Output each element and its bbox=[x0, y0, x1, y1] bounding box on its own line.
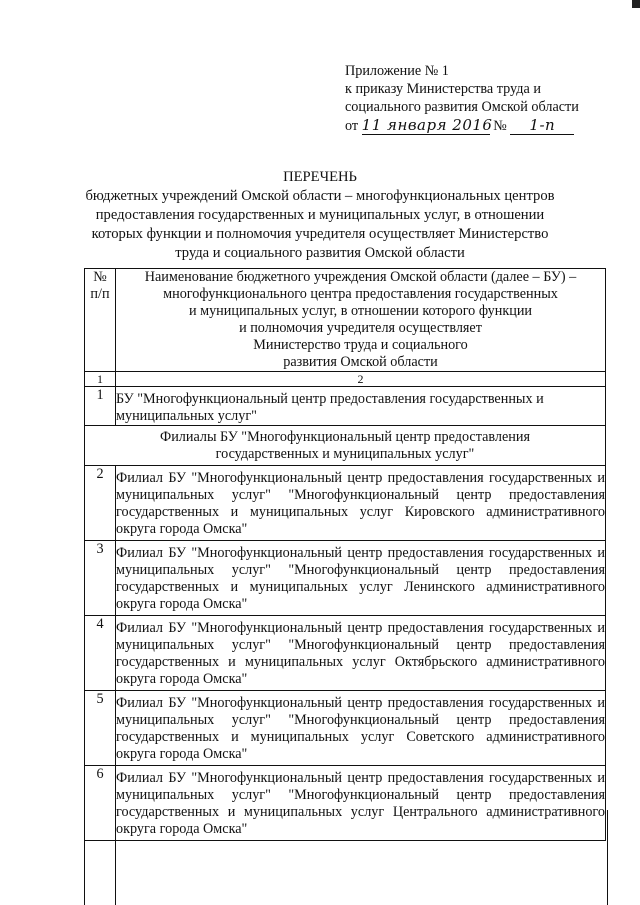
row-text: Филиал БУ "Многофункциональный центр предоставления государственных и муниципальных услуг" "Многофункциональный центр предоставления государственных и муниципальных услуг Ленинского административного округа города Омска" bbox=[116, 541, 606, 616]
table-row bbox=[85, 387, 606, 426]
scan-corner-mark bbox=[632, 0, 640, 8]
colnum-2: 2 bbox=[116, 372, 606, 387]
header-name-line: и полномочия учредителя осуществляет bbox=[239, 320, 482, 336]
order-date-line bbox=[345, 116, 635, 135]
row-text: Филиал БУ "Многофункциональный центр предоставления государственных и муниципальных услуг" "Многофункциональный центр предоставления государственных и муниципальных услуг Октябрьского административного округа города Омска" bbox=[116, 616, 606, 691]
colnum-1: 1 bbox=[85, 372, 116, 387]
table-header-row bbox=[85, 269, 606, 372]
column-numbers-row bbox=[85, 372, 606, 387]
appendix-line-3: социального развития Омской области bbox=[345, 99, 579, 115]
table-row bbox=[85, 541, 606, 616]
row-number: 1 bbox=[85, 387, 116, 426]
column-divider bbox=[115, 810, 116, 905]
institutions-table bbox=[84, 268, 606, 841]
row-number: 4 bbox=[85, 616, 116, 691]
appendix-block bbox=[345, 62, 635, 135]
header-name-line: развития Омской области bbox=[283, 354, 438, 370]
handwritten-date: 11 января 2016 bbox=[361, 116, 493, 134]
title-line-3: которых функции и полномочия учредителя осуществляет Министерство bbox=[91, 226, 549, 242]
title-heading: ПЕРЕЧЕНЬ bbox=[283, 169, 357, 185]
row-number: 2 bbox=[85, 466, 116, 541]
section-heading: Филиалы БУ "Многофункциональный центр предоставления государственных и муниципальных услуг" bbox=[85, 426, 606, 466]
table-row bbox=[85, 466, 606, 541]
title-line-2: предоставления государственных и муниципальных услуг, в отношении bbox=[95, 207, 545, 223]
header-name-line: многофункционального центра предоставления государственных bbox=[163, 286, 558, 302]
row-number: 6 bbox=[85, 766, 116, 841]
table-row bbox=[85, 616, 606, 691]
table-continuation-frame bbox=[84, 810, 608, 905]
table-row bbox=[85, 691, 606, 766]
header-name-line: и муниципальных услуг, в отношении которого функции bbox=[188, 303, 533, 319]
row-text: БУ "Многофункциональный центр предоставления государственных и муниципальных услуг" bbox=[116, 387, 606, 426]
section-row bbox=[85, 426, 606, 466]
header-num-label: № bbox=[93, 269, 107, 285]
header-name-line: Наименование бюджетного учреждения Омской области (далее – БУ) – bbox=[144, 269, 577, 285]
handwritten-order-number: 1-п bbox=[510, 116, 574, 135]
document-title bbox=[60, 168, 580, 263]
number-label: № bbox=[493, 118, 507, 134]
from-label: от bbox=[345, 118, 359, 134]
row-text: Филиал БУ "Многофункциональный центр предоставления государственных и муниципальных услуг" "Многофункциональный центр предоставления государственных и муниципальных услуг Кировского административного округа города Омска" bbox=[116, 466, 606, 541]
row-text: Филиал БУ "Многофункциональный центр предоставления государственных и муниципальных услуг" "Многофункциональный центр предоставления государственных и муниципальных услуг Советского административного округа города Омска" bbox=[116, 691, 606, 766]
row-text: Филиал БУ "Многофункциональный центр предоставления государственных и муниципальных услуг" "Многофункциональный центр предоставления государственных и муниципальных услуг Центрального административного округа города Омска" bbox=[116, 766, 606, 841]
title-line-4: труда и социального развития Омской области bbox=[175, 245, 465, 261]
title-line-1: бюджетных учреждений Омской области – многофункциональных центров bbox=[85, 188, 555, 204]
header-name-line: Министерство труда и социального bbox=[253, 337, 468, 353]
header-name-cell bbox=[116, 269, 606, 372]
header-num-cell bbox=[85, 269, 116, 372]
row-number: 3 bbox=[85, 541, 116, 616]
header-num-sub-label: п/п bbox=[90, 286, 110, 302]
appendix-line-2: к приказу Министерства труда и bbox=[345, 81, 541, 97]
row-number: 5 bbox=[85, 691, 116, 766]
appendix-line-1: Приложение № 1 bbox=[345, 63, 449, 79]
